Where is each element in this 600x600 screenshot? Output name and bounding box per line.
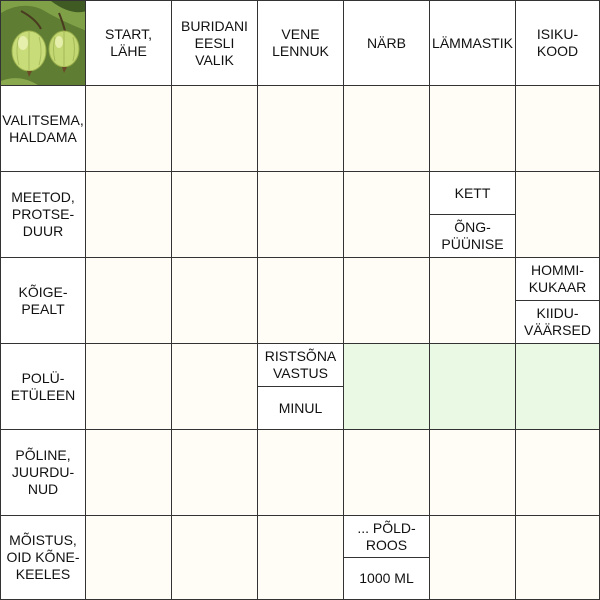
answer-cell-r5-c3[interactable] [258,430,344,516]
answer-cell-r3-c4[interactable] [344,258,430,344]
clue-poldroos: ... PÕLD- ROOS [357,519,416,553]
answer-cell-r6-c3[interactable] [258,516,344,600]
clue-ongpuunise: ÕNG- PÜÜNISE [430,214,515,257]
answer-cell-r1-c5[interactable] [430,86,516,172]
clue-ristsona-vastus: RISTSÕNA VASTUS [264,348,337,381]
column-clue-buridani-eesli-valik: BURIDANI EESLI VALIK [172,0,258,86]
split-clue-cell-ristsona [258,344,344,430]
row-clue-moistus: MÕISTUS, OID KÕNE- KEELES [0,516,86,600]
answer-cell-r5-c6[interactable] [516,430,600,516]
answer-cell-r6-c2[interactable] [172,516,258,600]
answer-cell-r5-c2[interactable] [172,430,258,516]
answer-cell-r1-c2[interactable] [172,86,258,172]
column-clue-isikukood: ISIKU- KOOD [516,0,600,86]
row-clue-valitsema: VALITSEMA, HALDAMA [0,86,86,172]
answer-cell-r5-c4[interactable] [344,430,430,516]
answer-cell-r1-c6[interactable] [516,86,600,172]
row-clue-polyetuleen: POLÜ- ETÜLEEN [0,344,86,430]
answer-cell-r3-c5[interactable] [430,258,516,344]
row-clue-poline: PÕLINE, JUURDU- NUD [0,430,86,516]
answer-cell-r6-c5[interactable] [430,516,516,600]
column-clue-narb: NÄRB [344,0,430,86]
answer-cell-r2-c6[interactable] [516,172,600,258]
gooseberries-icon [0,0,86,86]
answer-cell-r4-c6[interactable] [516,344,600,430]
clue-kett: KETT [454,184,491,201]
answer-cell-r5-c5[interactable] [430,430,516,516]
answer-cell-r6-c6[interactable] [516,516,600,600]
row-clue-meetod: MEETOD, PROTSE- DUUR [0,172,86,258]
clue-minul: MINUL [258,386,343,429]
clue-kiiduvaarsed: KIIDU- VÄÄRSED [516,300,599,343]
answer-cell-r2-c4[interactable] [344,172,430,258]
answer-cell-r4-c4[interactable] [344,344,430,430]
clue-1000-ml: 1000 ML [344,557,429,599]
split-clue-cell-poldroos [344,516,430,600]
answer-cell-r1-c4[interactable] [344,86,430,172]
row-clue-koigepealt: KÕIGE- PEALT [0,258,86,344]
answer-cell-r1-c1[interactable] [86,86,172,172]
answer-cell-r4-c1[interactable] [86,344,172,430]
answer-cell-r3-c2[interactable] [172,258,258,344]
answer-cell-r4-c5[interactable] [430,344,516,430]
answer-cell-r2-c2[interactable] [172,172,258,258]
column-clue-start-lahe: START, LÄHE [86,0,172,86]
answer-cell-r2-c1[interactable] [86,172,172,258]
split-clue-cell-hommikukaar [516,258,600,344]
answer-cell-r2-c3[interactable] [258,172,344,258]
column-clue-lammastik: LÄMMASTIK [430,0,516,86]
column-clue-vene-lennuk: VENE LENNUK [258,0,344,86]
answer-cell-r5-c1[interactable] [86,430,172,516]
clue-hommikukaar: HOMMI- KUKAAR [528,262,587,295]
answer-cell-r3-c3[interactable] [258,258,344,344]
answer-cell-r6-c1[interactable] [86,516,172,600]
split-clue-cell-kett [430,172,516,258]
answer-cell-r3-c1[interactable] [86,258,172,344]
answer-cell-r4-c2[interactable] [172,344,258,430]
answer-cell-r1-c3[interactable] [258,86,344,172]
